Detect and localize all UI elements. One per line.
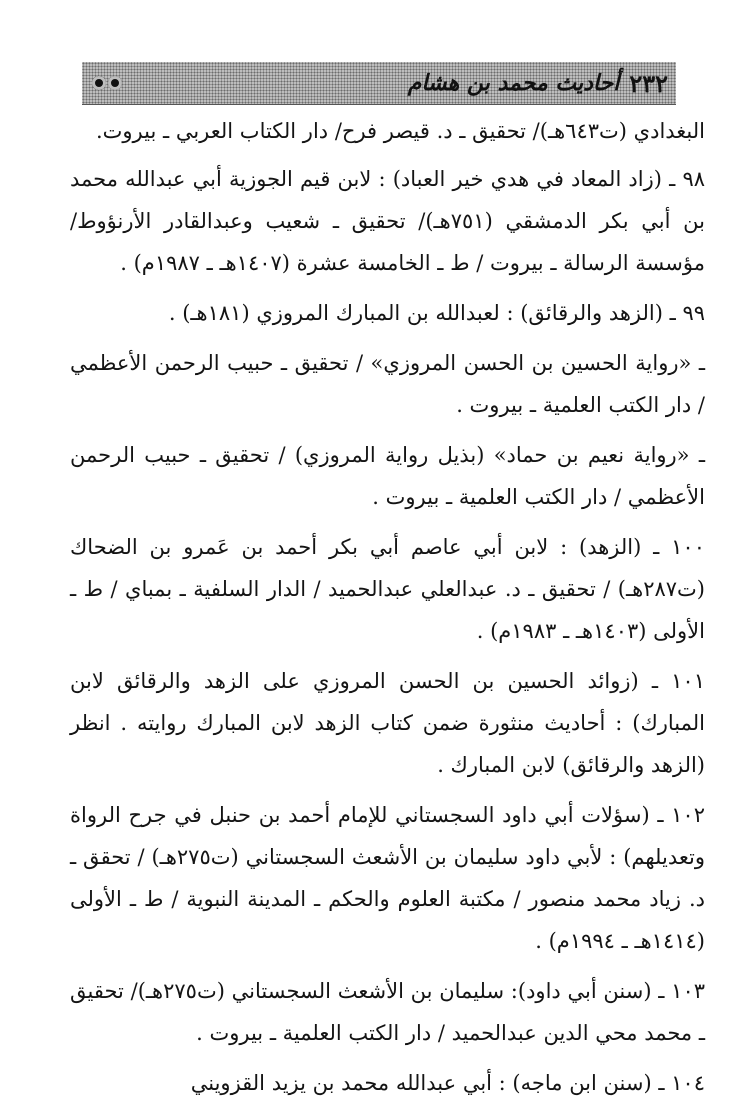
bibliography-entry-104: ١٠٤ ـ (سنن ابن ماجه) : أبي عبدالله محمد بن يزيد القزويني bbox=[190, 1071, 705, 1095]
bibliography-entry-100: ١٠٠ ـ (الزهد) : لابن أبي عاصم أبي بكر أحمد بن عَمرو بن الضحاك (ت٢٨٧هـ) / تحقيق ـ د. عبدالعلي عبدالحميد / الدار السلفية ـ بمباي / ط ـ الأولى (١٤٠٣هـ ـ ١٩٨٣م) . bbox=[70, 535, 705, 643]
bibliography-entry-99: ٩٩ ـ (الزهد والرقائق) : لعبدالله بن المبارك المروزي (١٨١هـ) . bbox=[168, 301, 705, 325]
bibliography-entry-continued: البغدادي (ت٦٤٣هـ)/ تحقيق ـ د. قيصر فرح/ دار الكتاب العربي ـ بيروت. bbox=[95, 119, 705, 143]
bibliography-subentry-nuaym: ـ «رواية نعيم بن حماد» (بذيل رواية المروزي) / تحقيق ـ حبيب الرحمن الأعظمي / دار الكتب العلمية ـ بيروت . bbox=[70, 443, 705, 509]
bibliography-subentry-marwazi: ـ «رواية الحسين بن الحسن المروزي» / تحقيق ـ حبيب الرحمن الأعظمي / دار الكتب العلمية ـ بيروت . bbox=[70, 351, 705, 417]
bibliography-list bbox=[70, 110, 705, 1112]
bibliography-entry-101: ١٠١ ـ (زوائد الحسين بن الحسن المروزي على الزهد والرقائق لابن المبارك) : أحاديث منثورة ضمن كتاب الزهد لابن المبارك روايته . انظر (الزهد والرقائق) لابن المبارك . bbox=[70, 669, 705, 777]
bibliography-entry-98: ٩٨ ـ (زاد المعاد في هدي خير العباد) : لابن قيم الجوزية أبي عبدالله محمد بن أبي بكر الدمشقي (٧٥١هـ)/ تحقيق ـ شعيب وعبدالقادر الأرنؤوط/ مؤسسة الرسالة ـ بيروت / ط ـ الخامسة عشرة (١٤٠٧هـ ـ ١٩٨٧م) . bbox=[70, 167, 705, 275]
running-title: أحاديث محمد بن هشام bbox=[407, 70, 620, 96]
page-number: ٢٣٢ bbox=[629, 68, 668, 98]
running-header bbox=[82, 62, 676, 105]
bibliography-entry-102: ١٠٢ ـ (سؤلات أبي داود السجستاني للإمام أحمد بن حنبل في جرح الرواة وتعديلهم) : لأبي داود سليمان بن الأشعث السجستاني (ت٢٧٥هـ) / تحقق ـ د. زياد محمد منصور / مكتبة العلوم والحكم ـ المدينة النبوية / ط ـ الأولى (١٤١٤هـ ـ ١٩٩٤م) . bbox=[70, 803, 705, 953]
bibliography-entry-103: ١٠٣ ـ (سنن أبي داود): سليمان بن الأشعث السجستاني (ت٢٧٥هـ)/ تحقيق ـ محمد محي الدين عبدالحميد / دار الكتب العلمية ـ بيروت . bbox=[70, 979, 706, 1045]
double-ring-ornament-icon bbox=[92, 76, 122, 90]
